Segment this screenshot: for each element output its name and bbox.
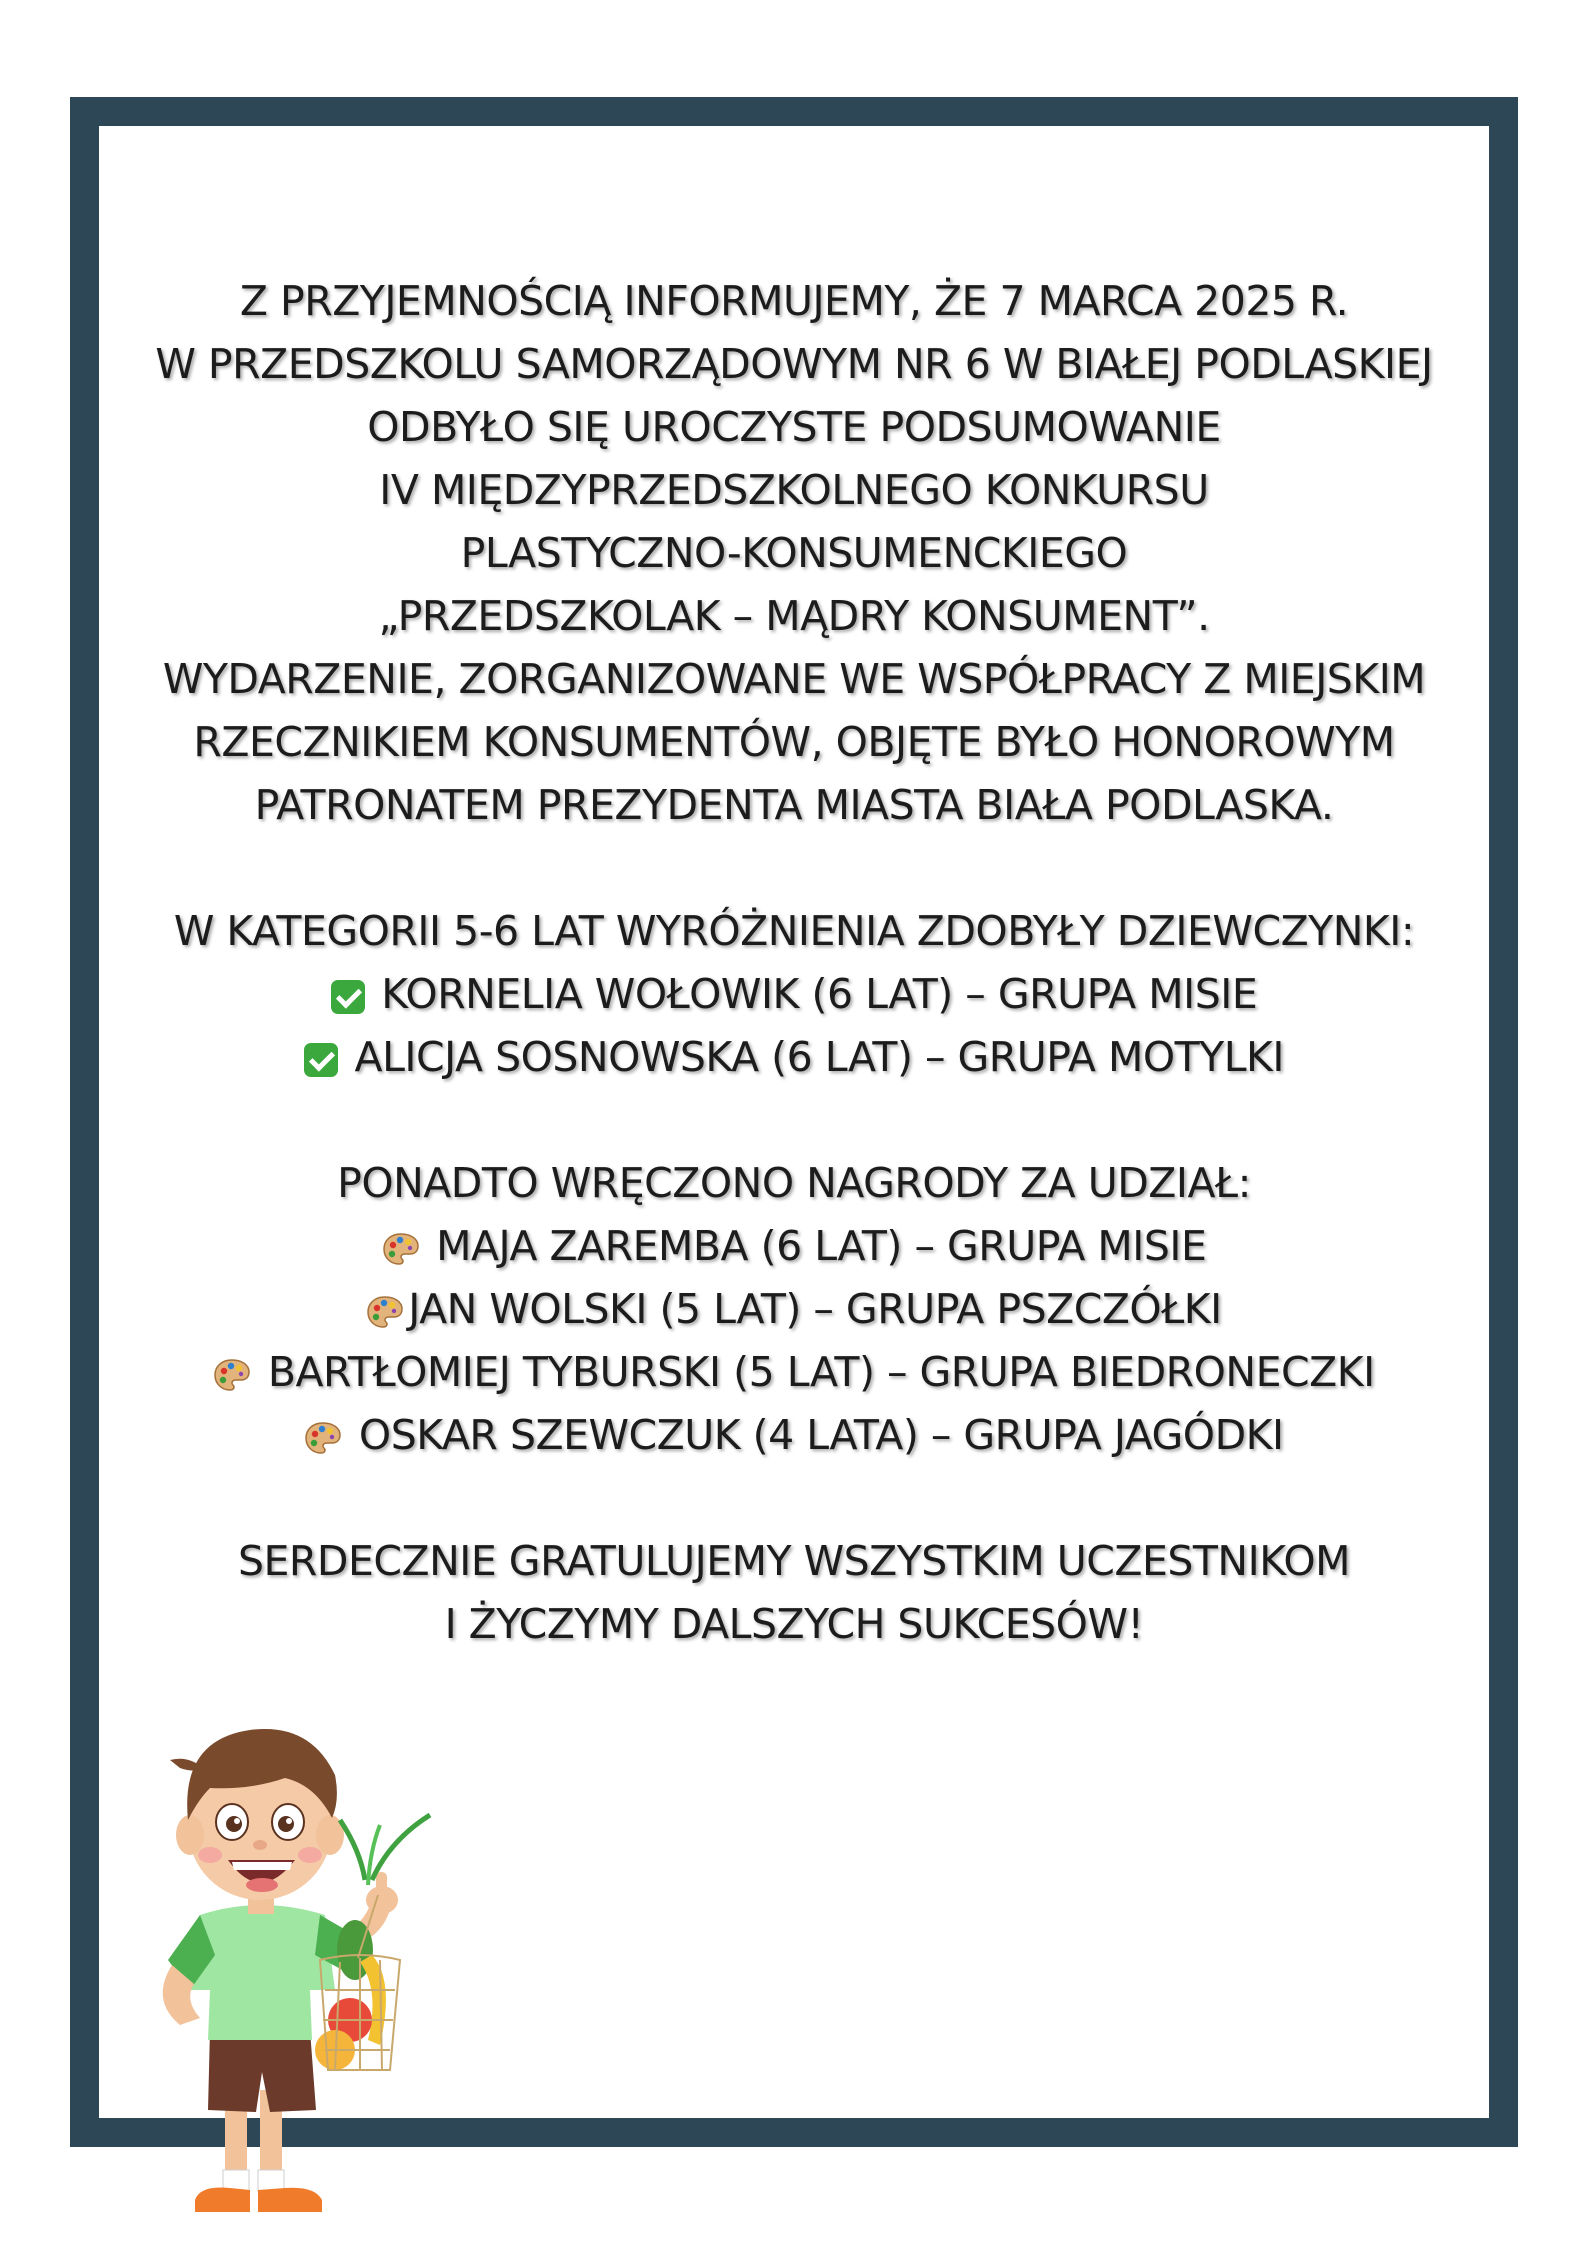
intro-line: PLASTYCZNO-KONSUMENCKIEGO (460, 529, 1128, 577)
artist-palette-icon (213, 1358, 251, 1392)
intro-line: PATRONATEM PREZYDENTA MIASTA BIAŁA PODLASKA. (254, 781, 1334, 829)
intro-line: Z PRZYJEMNOŚCIĄ INFORMUJEMY, ŻE 7 MARCA 2025 R. (239, 277, 1349, 325)
participation-item (99, 1404, 1489, 1467)
boy-illustration (110, 1700, 490, 2230)
artist-palette-icon (304, 1421, 342, 1455)
artist-palette-icon (382, 1232, 420, 1266)
intro-line: RZECZNIKIEM KONSUMENTÓW, OBJĘTE BYŁO HONOROWYM (193, 718, 1395, 766)
participation-item (99, 1278, 1489, 1341)
distinctions-heading: W KATEGORII 5-6 LAT WYRÓŻNIENIA ZDOBYŁY DZIEWCZYNKI: (173, 907, 1415, 955)
closing-line: SERDECZNIE GRATULUJEMY WSZYSTKIM UCZESTNIKOM (238, 1537, 1350, 1585)
participation-item (99, 1215, 1489, 1278)
participation-text: OSKAR SZEWCZUK (4 LATA) – GRUPA JAGÓDKI (358, 1411, 1284, 1459)
artist-palette-icon (366, 1295, 404, 1329)
distinction-item (99, 1026, 1489, 1089)
participation-item (99, 1341, 1489, 1404)
distinction-text: KORNELIA WOŁOWIK (6 LAT) – GRUPA MISIE (381, 970, 1258, 1018)
intro-line: ODBYŁO SIĘ UROCZYSTE PODSUMOWANIE (367, 403, 1221, 451)
check-mark-icon (331, 980, 365, 1014)
intro-line: „PRZEDSZKOLAK – MĄDRY KONSUMENT”. (378, 592, 1210, 640)
participation-text: MAJA ZAREMBA (6 LAT) – GRUPA MISIE (436, 1222, 1207, 1270)
distinction-text: ALICJA SOSNOWSKA (6 LAT) – GRUPA MOTYLKI (354, 1033, 1285, 1081)
intro-line: WYDARZENIE, ZORGANIZOWANE WE WSPÓŁPRACY Z MIEJSKIM (162, 655, 1426, 703)
announcement-text (99, 270, 1489, 1656)
intro-line: IV MIĘDZYPRZEDSZKOLNEGO KONKURSU (379, 466, 1209, 514)
distinction-item (99, 963, 1489, 1026)
check-mark-icon (304, 1043, 338, 1077)
participation-text: JAN WOLSKI (5 LAT) – GRUPA PSZCZÓŁKI (408, 1285, 1222, 1333)
participation-heading: PONADTO WRĘCZONO NAGRODY ZA UDZIAŁ: (337, 1159, 1251, 1207)
intro-line: W PRZEDSZKOLU SAMORZĄDOWYM NR 6 W BIAŁEJ PODLASKIEJ (155, 340, 1433, 388)
closing-line: I ŻYCZYMY DALSZYCH SUKCESÓW! (444, 1600, 1144, 1648)
participation-text: BARTŁOMIEJ TYBURSKI (5 LAT) – GRUPA BIEDRONECZKI (267, 1348, 1375, 1396)
